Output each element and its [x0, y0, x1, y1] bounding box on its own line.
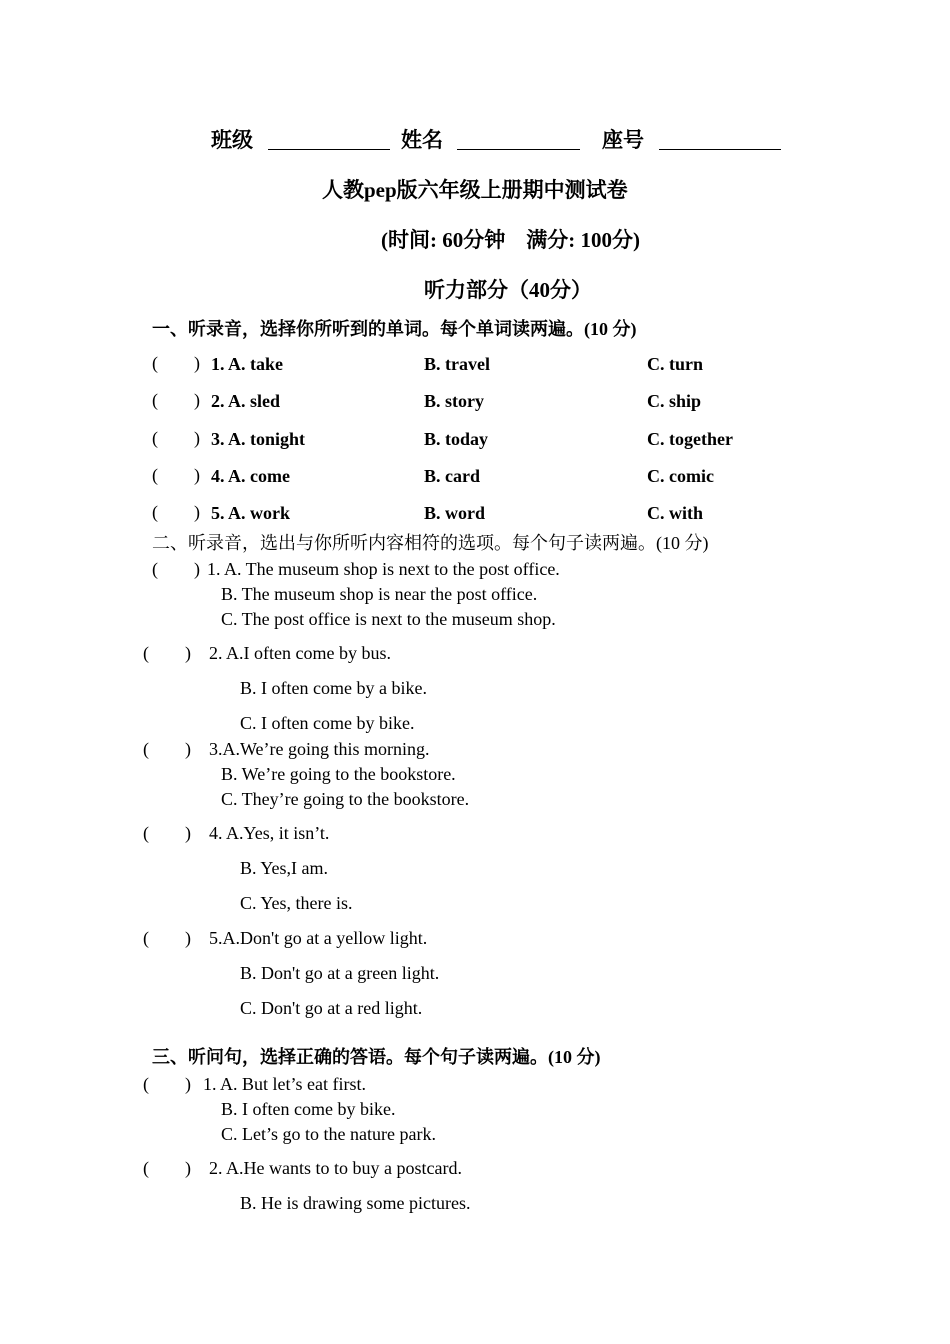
option-a: 4. A.Yes, it isn’t. [209, 823, 330, 843]
seat-label: 座号 [602, 128, 644, 152]
answer-paren[interactable]: ( ) [143, 1158, 191, 1178]
option-c: C. ship [647, 391, 702, 411]
answer-paren[interactable]: ( ) [152, 428, 200, 448]
option-b: B. I often come by bike. [221, 1099, 396, 1119]
exam-subtitle: (时间: 60分钟 满分: 100分) [381, 228, 640, 252]
class-label: 班级 [211, 128, 253, 152]
option-c: C. Let’s go to the nature park. [221, 1124, 436, 1144]
option-a: 2. A. sled [211, 391, 281, 411]
option-c: C. with [647, 503, 704, 523]
option-a: 4. A. come [211, 466, 290, 486]
listening-title: 听力部分（40分） [424, 278, 592, 302]
option-c: C. turn [647, 354, 704, 374]
option-a: 5.A.Don't go at a yellow light. [209, 928, 428, 948]
answer-paren[interactable]: ( ) [152, 559, 200, 579]
option-a: 5. A. work [211, 503, 291, 523]
option-c: C. Yes, there is. [240, 893, 353, 913]
option-c: C. They’re going to the bookstore. [221, 789, 470, 809]
option-b: B. Yes,I am. [240, 858, 329, 878]
option-a: 1. A. The museum shop is next to the post office. [207, 559, 560, 579]
answer-paren[interactable]: ( ) [152, 353, 200, 373]
answer-paren[interactable]: ( ) [143, 643, 191, 663]
option-a: 3.A.We’re going this morning. [209, 739, 430, 759]
option-c: C. Don't go at a red light. [240, 998, 423, 1018]
option-a: 1. A. take [211, 354, 283, 374]
option-b: B. today [424, 429, 489, 449]
option-b: B. story [424, 391, 484, 411]
option-c: C. The post office is next to the museum shop. [221, 609, 556, 629]
part2-heading: 二、听录音，选出与你所听内容相符的选项。每个句子读两遍。(10 分) [152, 533, 709, 553]
name-label: 姓名 [401, 128, 443, 152]
answer-paren[interactable]: ( ) [152, 502, 200, 522]
option-a: 1. A. But let’s eat first. [203, 1074, 366, 1094]
option-b: B. word [424, 503, 486, 523]
option-b: B. card [424, 466, 480, 486]
option-b: B. He is drawing some pictures. [240, 1193, 471, 1213]
option-b: B. The museum shop is near the post office. [221, 584, 538, 604]
option-b: B. travel [424, 354, 490, 374]
option-b: B. We’re going to the bookstore. [221, 764, 456, 784]
option-c: C. together [647, 429, 733, 449]
name-blank[interactable] [457, 131, 580, 150]
answer-paren[interactable]: ( ) [143, 823, 191, 843]
option-a: 3. A. tonight [211, 429, 306, 449]
option-b: B. I often come by a bike. [240, 678, 427, 698]
part3-heading: 三、听问句，选择正确的答语。每个句子读两遍。(10 分) [152, 1047, 601, 1067]
option-a: 2. A.He wants to to buy a postcard. [209, 1158, 462, 1178]
class-blank[interactable] [268, 131, 390, 150]
seat-blank[interactable] [659, 131, 781, 150]
option-b: B. Don't go at a green light. [240, 963, 440, 983]
answer-paren[interactable]: ( ) [143, 928, 191, 948]
exam-title: 人教pep版六年级上册期中测试卷 [322, 178, 628, 202]
option-c: C. comic [647, 466, 714, 486]
answer-paren[interactable]: ( ) [143, 739, 191, 759]
option-c: C. I often come by bike. [240, 713, 415, 733]
option-a: 2. A.I often come by bus. [209, 643, 391, 663]
answer-paren[interactable]: ( ) [152, 465, 200, 485]
answer-paren[interactable]: ( ) [143, 1074, 191, 1094]
answer-paren[interactable]: ( ) [152, 390, 200, 410]
part1-heading: 一、听录音，选择你所听到的单词。每个单词读两遍。(10 分) [152, 319, 637, 339]
